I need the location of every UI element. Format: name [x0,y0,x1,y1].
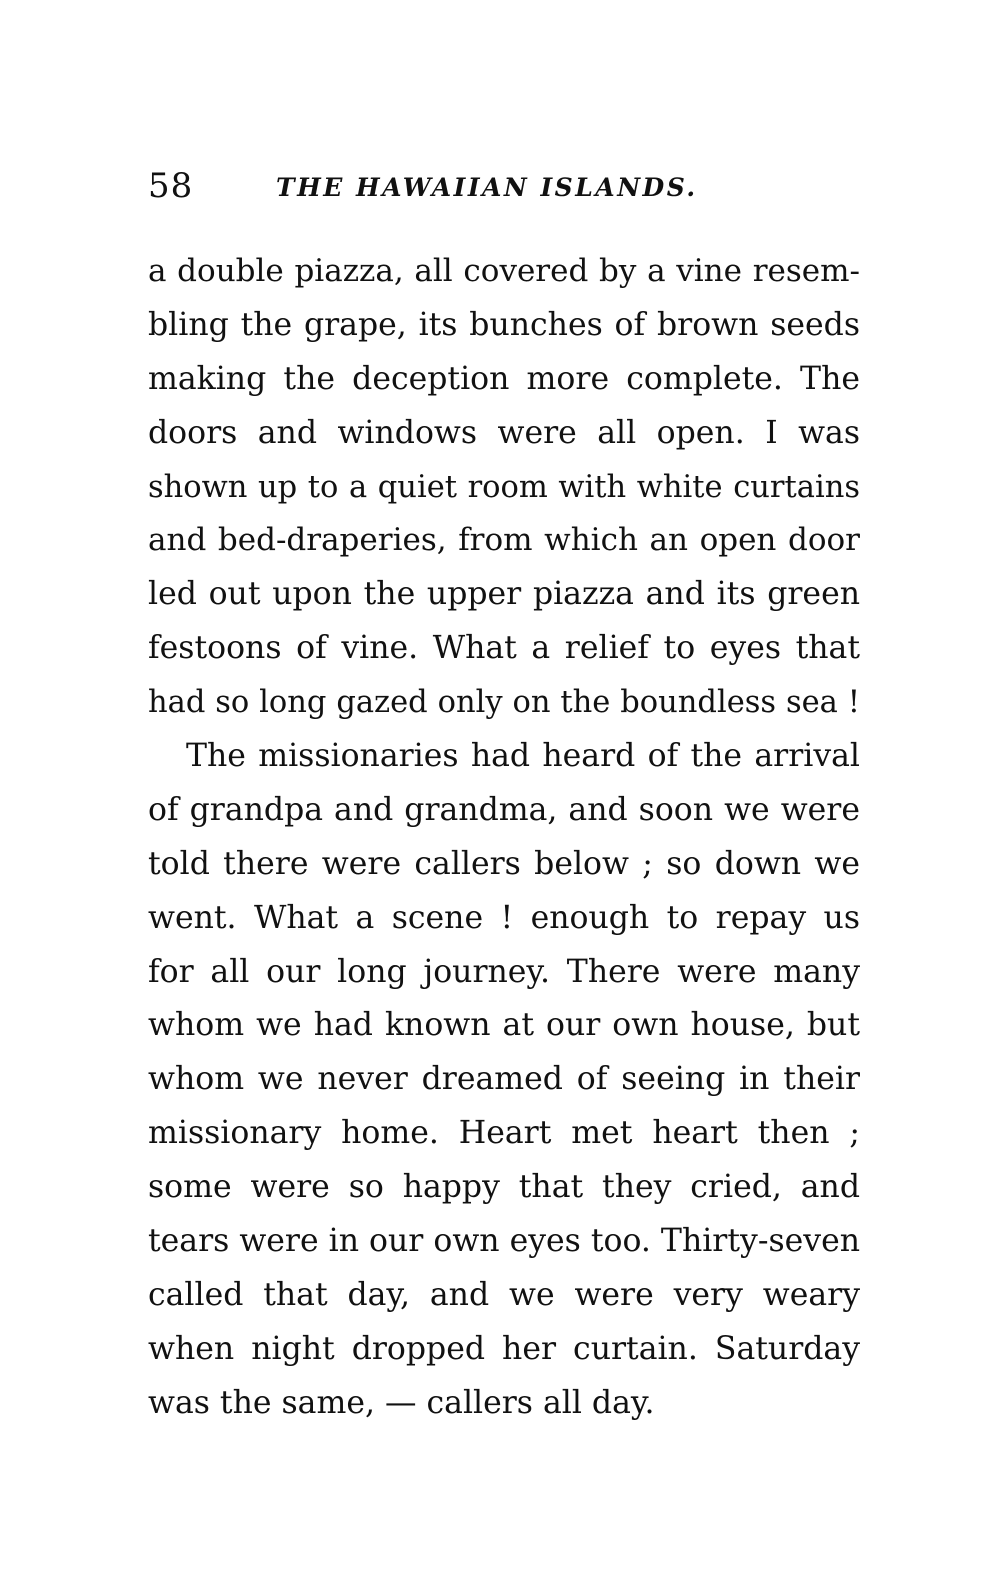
text-line: shown up to a quiet room with white curtains [148,469,860,505]
text-line: told there were callers below ; so down we [148,845,860,882]
text-line: whom we had known at our own house, but [148,1007,860,1044]
body-text [148,245,860,1431]
text-line: bling the grape, its bunches of brown seeds [148,306,860,343]
text-line: and bed-draperies, from which an open door [148,522,860,559]
text-line: festoons of vine. What a relief to eyes that [148,630,860,667]
text-line: when night dropped her curtain. Saturday [148,1330,860,1367]
text-line: had so long gazed only on the boundless sea ! [148,685,860,721]
text-line: of grandpa and grandma, and soon we were [148,791,860,828]
text-line: called that day, and we were very weary [148,1276,860,1313]
text-line: some were so happy that they cried, and [148,1169,860,1206]
text-line: making the deception more complete. The [148,360,860,397]
text-line: missionary home. Heart met heart then ; [148,1115,860,1152]
text-line: led out upon the upper piazza and its green [148,576,860,613]
page-number: 58 [148,166,194,206]
paragraph-first-line: The missionaries had heard of the arrival [186,738,860,775]
text-line: for all our long journey. There were many [148,953,860,990]
text-line: a double piazza, all covered by a vine resem- [148,253,860,289]
text-line: doors and windows were all open. I was [148,414,860,451]
running-title: THE HAWAIIAN ISLANDS. [276,173,698,202]
text-line: went. What a scene ! enough to repay us [148,899,860,936]
text-line: tears were in our own eyes too. Thirty-seven [148,1223,860,1260]
paragraph-last-line: was the same, — callers all day. [148,1384,655,1421]
text-line: whom we never dreamed of seeing in their [148,1061,860,1098]
running-head [148,160,860,212]
